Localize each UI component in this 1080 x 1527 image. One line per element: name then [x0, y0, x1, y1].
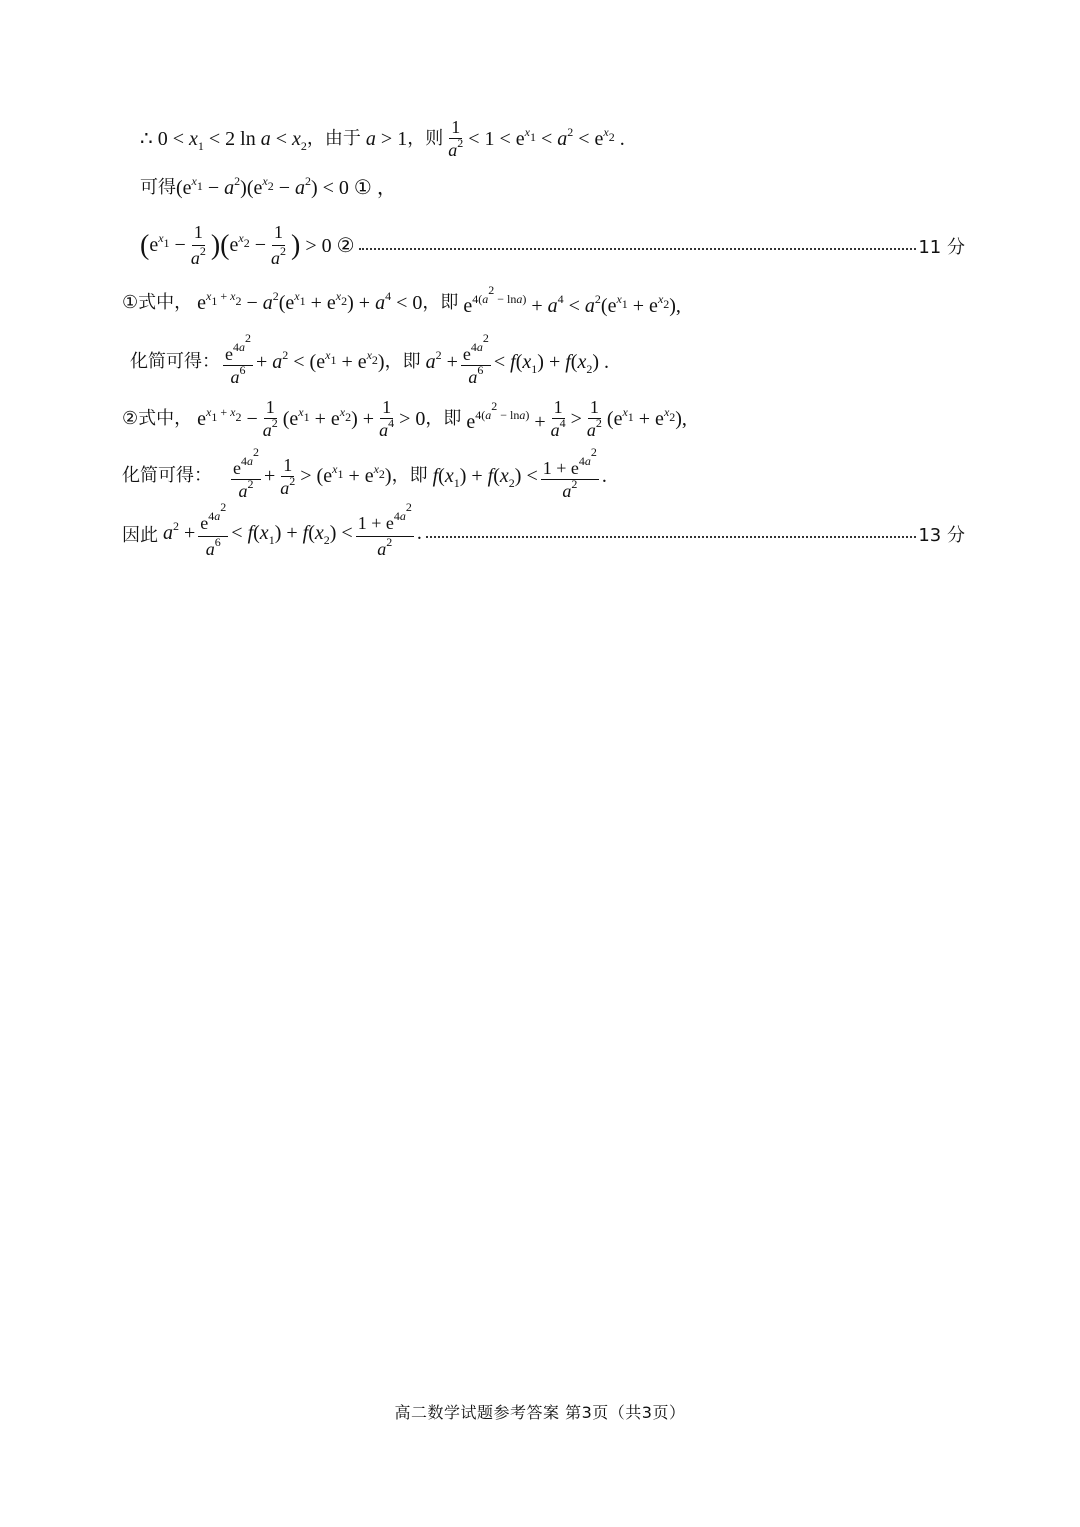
solution-line-7: 化简可得： $\frac{e^{4a^2}}{a^2}$ + $\frac{1}{a^2}$ > $(e^{x_1} + e^{x_2})$ ，即 $f(x_1) + f(x_2)$ < $\frac{1 + e^{4a^2}}{a^2}$ .	[122, 445, 607, 501]
text-formula1: ①式中，	[122, 292, 193, 313]
text-ji-2: ，即	[384, 351, 421, 372]
solution-line-4: ①式中， $e^{x_1 + x_2} - a^2(e^{x_1} + e^{x_2}) + a^4 < 0$ ，即 $e^{4(a^2 - lna)} + a^4 < a^2(e^{x_1} + e^{x_2})$,	[122, 283, 681, 317]
score-13: 13 分	[918, 524, 965, 546]
text-formula2: ②式中，	[122, 407, 193, 429]
text-simplify-1: 化简可得：	[130, 351, 220, 372]
text-youyu: ，由于	[306, 127, 361, 149]
text-ji-1: ，即	[422, 292, 459, 313]
page-footer: 高二数学试题参考答案 第3页（共3页）	[394, 1403, 686, 1422]
solution-line-3: ( $e^{x_1}$ − $\frac{1}{a^2}$ )( $e^{x_2}$ − $\frac{1}{a^2}$ ) > 0 ② 11 分	[140, 222, 965, 268]
score-11: 11 分	[918, 236, 965, 258]
text-ze: ，则	[407, 127, 444, 149]
dotted-leader-1	[359, 248, 917, 250]
solution-line-8: 因此 $a^2$ + $\frac{e^{4a^2}}{a^6}$ < $f(x_1) + f(x_2)$ < $\frac{1 + e^{4a^2}}{a^2}$ . 13 分	[122, 500, 965, 559]
solution-line-5: 化简可得： $\frac{e^{4a^2}}{a^6}$ + $a^2 < (e^{x_1} + e^{x_2})$ ，即 $a^2$ + $\frac{e^{4a^2}}{a^6}$ < $f(x_1) + f(x_2)$ .	[130, 331, 610, 387]
text-ji-3: ，即	[425, 407, 462, 429]
solution-line-2: 可得 $(e^{x_1} - a^2)(e^{x_2} - a^2) < 0$ ① ，	[140, 174, 397, 199]
solution-line-1: ∴ $0 < x_1 < 2$ $\ln a < x_2$ ，由于 a > 1 ，则 $\frac{1}{a^2}$ < $1 < e^{x_1} < a^2 < e^{x_2}$ .	[140, 117, 625, 160]
text-simplify-2: 化简可得：	[122, 465, 212, 486]
solution-line-6: ②式中， $e^{x_1 + x_2}$ − $\frac{1}{a^2}$ $(e^{x_1} + e^{x_2})$ + $\frac{1}{a^4}$ > 0 ，即 $e^{4(a^2 - lna)}$ + $\frac{1}{a^4}$ > $\frac{1}{a^2}$ $(e^{x_1} + e^{x_2})$,	[122, 397, 687, 440]
dotted-leader-2	[426, 536, 917, 538]
text-ji-4: ，即	[391, 465, 428, 486]
text-kede: 可得	[140, 177, 176, 198]
text-therefore: 因此	[122, 524, 158, 546]
